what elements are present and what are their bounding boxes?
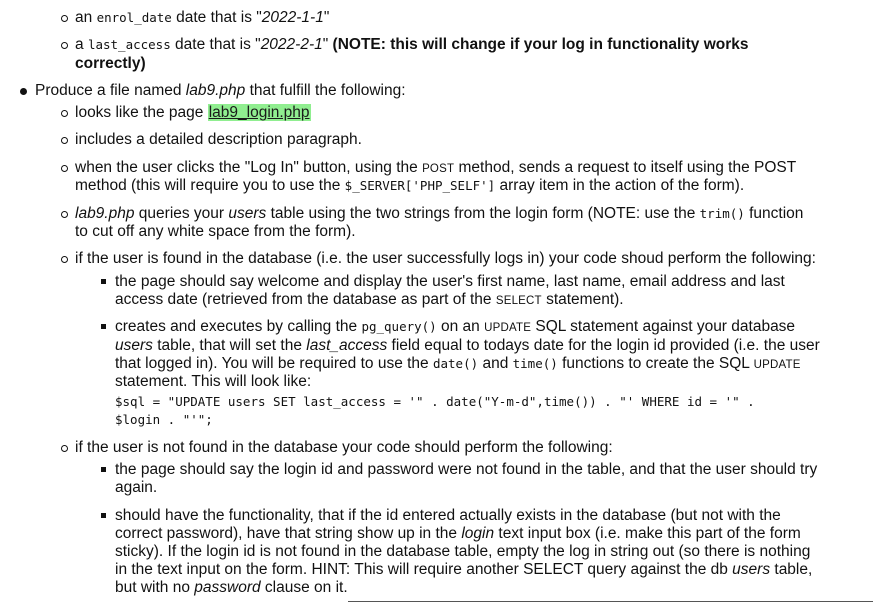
list-item-msg-l1: the page should say the login id and password were not found in the table, and that the user should try — [115, 461, 818, 478]
list-item-sticky-l4: in the text input on the form. HINT: This will require another SELECT query against the db users table, — [115, 561, 813, 578]
main-bullet — [20, 88, 27, 95]
sub-bullet — [61, 211, 68, 218]
sub-bullet — [61, 15, 68, 22]
list-item-enrol-date: an enrol_date date that is "2022-1-1" — [75, 9, 330, 26]
list-item-post-l1: when the user clicks the "Log In" button, using the POST method, sends a request to itself using the POST — [75, 159, 797, 176]
list-item-description: includes a detailed description paragraph. — [75, 131, 362, 148]
list-item-last-access-cont: correctly) — [75, 55, 146, 72]
list-item-sticky-l3: sticky). If the login id is not found in the database table, empty the log in string out (so there is nothing — [115, 543, 811, 560]
code-line-2: $login . "'"; — [115, 412, 213, 427]
list-item-update-l3: that logged in). You will be required to use the date() and time() functions to create the SQL UPDATE — [115, 355, 801, 372]
list-item-post-l2: method (this will require you to use the $_SERVER['PHP_SELF'] array item in the action of the form). — [75, 177, 745, 194]
list-item-produce: Produce a file named lab9.php that fulfill the following: — [35, 82, 406, 99]
code-line-1: $sql = "UPDATE users SET last_access = '" . date("Y-m-d",time()) . "' WHERE id = '" . — [115, 394, 755, 409]
sub-bullet — [61, 165, 68, 172]
sub-sub-bullet — [101, 279, 106, 284]
list-item-found-head: if the user is found in the database (i.e. the user successfully logs in) your code shoud perform the following: — [75, 250, 816, 267]
list-item-last-access: a last_access date that is "2022-2-1" (NOTE: this will change if your log in functionality works — [75, 36, 749, 53]
list-item-sticky-l1: should have the functionality, that if the id entered actually exists in the database (but not with the — [115, 507, 781, 524]
list-item-update-l4: statement. This will look like: — [115, 373, 312, 390]
bottom-divider — [348, 601, 873, 602]
sub-bullet — [61, 445, 68, 452]
list-item-looks-like: looks like the page lab9_login.php — [75, 104, 310, 121]
list-item-welcome-l2: access date (retrieved from the database as part of the SELECT statement). — [115, 291, 624, 308]
sub-bullet — [61, 42, 68, 49]
list-item-sticky-l2: correct password), have that string show up in the login text input box (i.e. make this part of the form — [115, 525, 801, 542]
sub-sub-bullet — [101, 513, 106, 518]
sub-bullet — [61, 110, 68, 117]
sub-sub-bullet — [101, 467, 106, 472]
list-item-msg-l2: again. — [115, 479, 158, 496]
list-item-welcome-l1: the page should say welcome and display the user's first name, last name, email address and last — [115, 273, 785, 290]
list-item-query-l1: lab9.php queries your users table using the two strings from the login form (NOTE: use the trim() function — [75, 205, 804, 222]
lab9-login-link[interactable]: lab9_login.php — [208, 104, 310, 121]
sub-sub-bullet — [101, 324, 106, 329]
list-item-update-l1: creates and executes by calling the pg_query() on an UPDATE SQL statement against your database — [115, 318, 796, 335]
list-item-update-l2: users table, that will set the last_access field equal to todays date for the login id provided (i.e. the user — [115, 337, 820, 354]
sub-bullet — [61, 137, 68, 144]
list-item-notfound-head: if the user is not found in the database your code should perform the following: — [75, 439, 613, 456]
list-item-sticky-l5: but with no password clause on it. — [115, 579, 348, 596]
list-item-query-l2: to cut off any white space from the form). — [75, 223, 356, 240]
sub-bullet — [61, 256, 68, 263]
